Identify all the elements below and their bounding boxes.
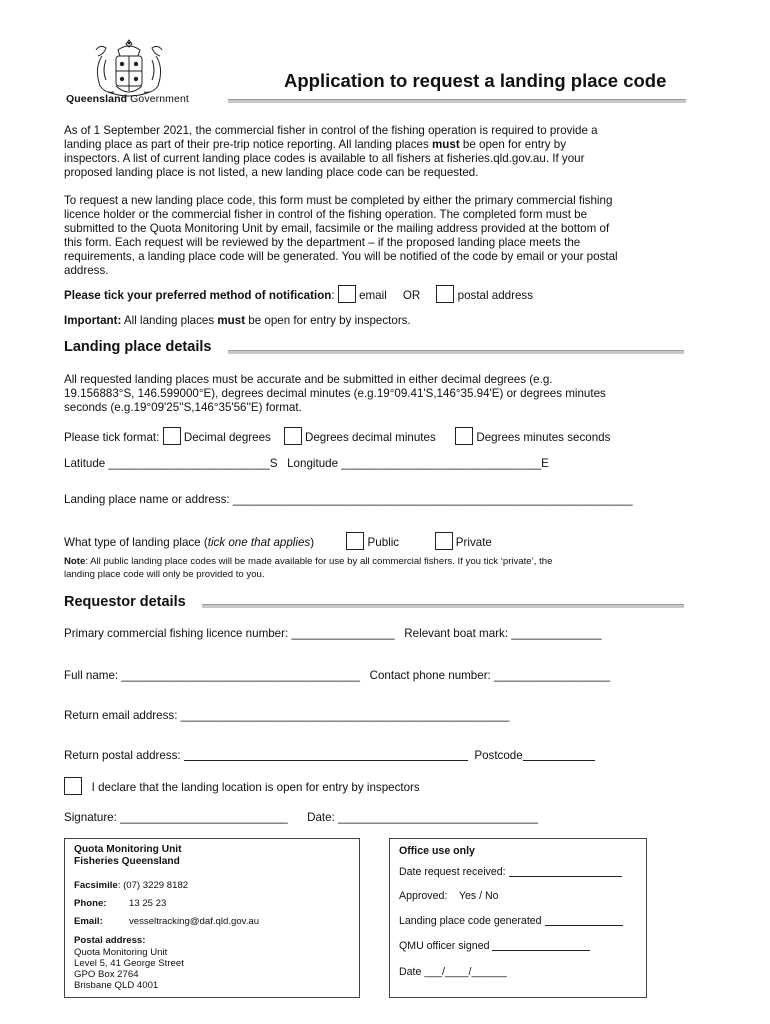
phone-field[interactable]: __________________ bbox=[494, 669, 611, 682]
office-officer-field[interactable] bbox=[492, 940, 590, 951]
office-approved-row bbox=[399, 890, 499, 902]
contact-unit: Quota Monitoring Unit bbox=[74, 844, 182, 855]
intro-line: To request a new landing place code, this form must be completed by either the primary commercial fishing bbox=[64, 194, 613, 207]
notify-email-label: email bbox=[359, 289, 387, 302]
page-title: Application to request a landing place code bbox=[284, 70, 667, 91]
return-email-label: Return email address: bbox=[64, 709, 178, 722]
landing-name-field[interactable]: ______________________________________________________________ bbox=[232, 493, 633, 506]
office-received-row bbox=[399, 866, 622, 878]
type-private-label: Private bbox=[455, 536, 492, 549]
fullname-row bbox=[64, 669, 610, 682]
contact-postal-line: GPO Box 2764 bbox=[74, 969, 139, 980]
format-label: Please tick format: bbox=[64, 431, 160, 444]
office-date-field[interactable]: ___/____/______ bbox=[424, 966, 507, 978]
format-degrees-minutes-seconds-checkbox[interactable] bbox=[455, 427, 473, 445]
office-code-row bbox=[399, 915, 623, 927]
intro-line: proposed landing place is not listed, a new landing place code can be requested. bbox=[64, 166, 479, 180]
office-officer-row bbox=[399, 940, 590, 952]
format-degrees-decimal-minutes-label: Degrees decimal minutes bbox=[304, 431, 436, 444]
landing-line: 19.156883°S, 146.599000°E), degrees decimal minutes (e.g.19°09.41'S,146°35.94'E) or degrees minutes bbox=[64, 387, 606, 401]
intro-line: licence holder or the commercial fisher in control of the fishing operation. The completed form must be bbox=[64, 208, 588, 222]
intro-line: landing place as part of their pre-trip notice reporting. All landing places must be open for entry by bbox=[64, 138, 567, 152]
return-email-field[interactable]: ___________________________________________________ bbox=[180, 709, 510, 722]
office-date-label: Date bbox=[399, 966, 422, 978]
licence-label: Primary commercial fishing licence number: bbox=[64, 627, 289, 640]
signature-row bbox=[64, 811, 538, 824]
landing-line: seconds (e.g.19°09'25''S,146°35'56''E) format. bbox=[64, 401, 302, 415]
postcode-label: Postcode bbox=[474, 749, 523, 762]
postal-row bbox=[64, 749, 595, 762]
longitude-label: Longitude bbox=[287, 457, 339, 470]
office-received-field[interactable] bbox=[509, 866, 622, 877]
notify-postal-label: postal address bbox=[457, 289, 534, 302]
office-use-heading: Office use only bbox=[399, 845, 475, 857]
notify-postal-checkbox[interactable] bbox=[436, 285, 454, 303]
coordinates-row bbox=[64, 457, 549, 470]
office-approved-options[interactable]: Yes / No bbox=[458, 890, 499, 902]
intro-line: submitted to the Quota Monitoring Unit by email, facsimile or the mailing address provided at the bottom of bbox=[64, 222, 610, 236]
section-heading-requestor: Requestor details bbox=[64, 594, 186, 610]
return-postal-label: Return postal address: bbox=[64, 749, 181, 762]
intro-line: inspectors. A list of current landing place codes is available to all fishers at fisheries.qld.gov.au. If your bbox=[64, 152, 585, 166]
notify-or-label: OR bbox=[402, 289, 421, 302]
intro-line: this form. Each request will be reviewed by the department – if the proposed landing place meets the bbox=[64, 236, 581, 250]
contact-postal-line: Quota Monitoring Unit bbox=[74, 947, 168, 958]
latitude-label: Latitude bbox=[64, 457, 106, 470]
declaration-row bbox=[64, 777, 420, 795]
date-field[interactable]: _______________________________ bbox=[338, 811, 538, 824]
landing-name-label: Landing place name or address: bbox=[64, 493, 230, 506]
landing-type-row bbox=[64, 532, 492, 550]
section-rule-requestor bbox=[202, 604, 684, 608]
type-public-label: Public bbox=[367, 536, 400, 549]
notification-colon: : bbox=[331, 289, 335, 302]
email-row bbox=[64, 709, 510, 722]
latitude-field[interactable]: _________________________ bbox=[108, 457, 270, 470]
intro-line: requirements, a landing place code will be generated. You will be notified of the code by email or your postal bbox=[64, 250, 618, 264]
declaration-checkbox[interactable] bbox=[64, 777, 82, 795]
signature-label: Signature: bbox=[64, 811, 117, 824]
latitude-suffix: S bbox=[269, 457, 278, 470]
landing-line: All requested landing places must be accurate and be submitted in either decimal degrees (e.g. bbox=[64, 373, 553, 386]
notify-email-checkbox[interactable] bbox=[338, 285, 356, 303]
type-public-checkbox[interactable] bbox=[346, 532, 364, 550]
landing-type-label: What type of landing place ( bbox=[64, 536, 208, 549]
notification-row bbox=[64, 285, 533, 303]
office-officer-label: QMU officer signed bbox=[399, 940, 490, 952]
format-decimal-degrees-checkbox[interactable] bbox=[163, 427, 181, 445]
landing-name-row bbox=[64, 493, 633, 506]
title-rule bbox=[228, 99, 686, 103]
intro-line: As of 1 September 2021, the commercial fisher in control of the fishing operation is required to provide a bbox=[64, 124, 598, 137]
date-label: Date: bbox=[307, 811, 335, 824]
section-rule-landing bbox=[228, 350, 684, 354]
intro-paragraph-2 bbox=[64, 194, 694, 279]
contact-postal-line: Level 5, 41 George Street bbox=[74, 958, 184, 969]
format-degrees-decimal-minutes-checkbox[interactable] bbox=[284, 427, 302, 445]
intro-paragraph-1 bbox=[64, 124, 694, 180]
phone-label: Contact phone number: bbox=[369, 669, 491, 682]
licence-row bbox=[64, 627, 602, 640]
contact-phone-label: Phone: bbox=[74, 898, 107, 909]
contact-fax: Facsimile: (07) 3229 8182 bbox=[74, 880, 189, 891]
intro-line: address. bbox=[64, 264, 109, 278]
office-date-row bbox=[399, 966, 507, 978]
important-note: Important: All landing places must be open for entry by inspectors. bbox=[64, 314, 411, 327]
office-code-label: Landing place code generated bbox=[399, 915, 542, 927]
office-received-label: Date request received: bbox=[399, 866, 506, 878]
format-degrees-minutes-seconds-label: Degrees minutes seconds bbox=[476, 431, 611, 444]
contact-email-label: Email: bbox=[74, 916, 103, 927]
signature-field[interactable]: __________________________ bbox=[120, 811, 288, 824]
declaration-label: I declare that the landing location is open for entry by inspectors bbox=[91, 781, 420, 794]
landing-type-hint: tick one that applies bbox=[207, 536, 311, 549]
office-code-field[interactable] bbox=[545, 915, 623, 926]
format-decimal-degrees-label: Decimal degrees bbox=[183, 431, 271, 444]
contact-phone-value: 13 25 23 bbox=[129, 898, 167, 909]
fullname-field[interactable]: _____________________________________ bbox=[121, 669, 360, 682]
boat-mark-label: Relevant boat mark: bbox=[404, 627, 509, 640]
contact-postal-line: Brisbane QLD 4001 bbox=[74, 980, 159, 991]
boat-mark-field[interactable]: ______________ bbox=[511, 627, 602, 640]
landing-type-close: ) bbox=[310, 536, 315, 549]
licence-field[interactable]: ________________ bbox=[291, 627, 395, 640]
office-use-panel bbox=[389, 838, 647, 998]
longitude-suffix: E bbox=[541, 457, 549, 470]
notification-label: Please tick your preferred method of notification bbox=[64, 289, 332, 302]
contact-panel bbox=[64, 838, 360, 998]
contact-postal-label: Postal address: bbox=[74, 935, 146, 946]
format-row bbox=[64, 427, 610, 445]
contact-email-link[interactable]: vesseltracking@daf.qld.gov.au bbox=[129, 916, 260, 927]
office-approved-label: Approved: bbox=[399, 890, 448, 902]
contact-dept: Fisheries Queensland bbox=[74, 856, 180, 867]
postcode-field[interactable] bbox=[523, 749, 595, 761]
type-private-checkbox[interactable] bbox=[435, 532, 453, 550]
landing-instructions bbox=[64, 373, 694, 415]
longitude-field[interactable]: _______________________________ bbox=[341, 457, 542, 470]
section-heading-landing: Landing place details bbox=[64, 339, 212, 355]
fullname-label: Full name: bbox=[64, 669, 119, 682]
logo-text: Queensland Government bbox=[66, 93, 189, 105]
return-postal-field[interactable] bbox=[184, 749, 468, 761]
landing-note: Note: All public landing place codes will be made available for use by all commercial fishers. If you tick ‘private’, the landing place code will only be provided to you. bbox=[64, 556, 553, 580]
